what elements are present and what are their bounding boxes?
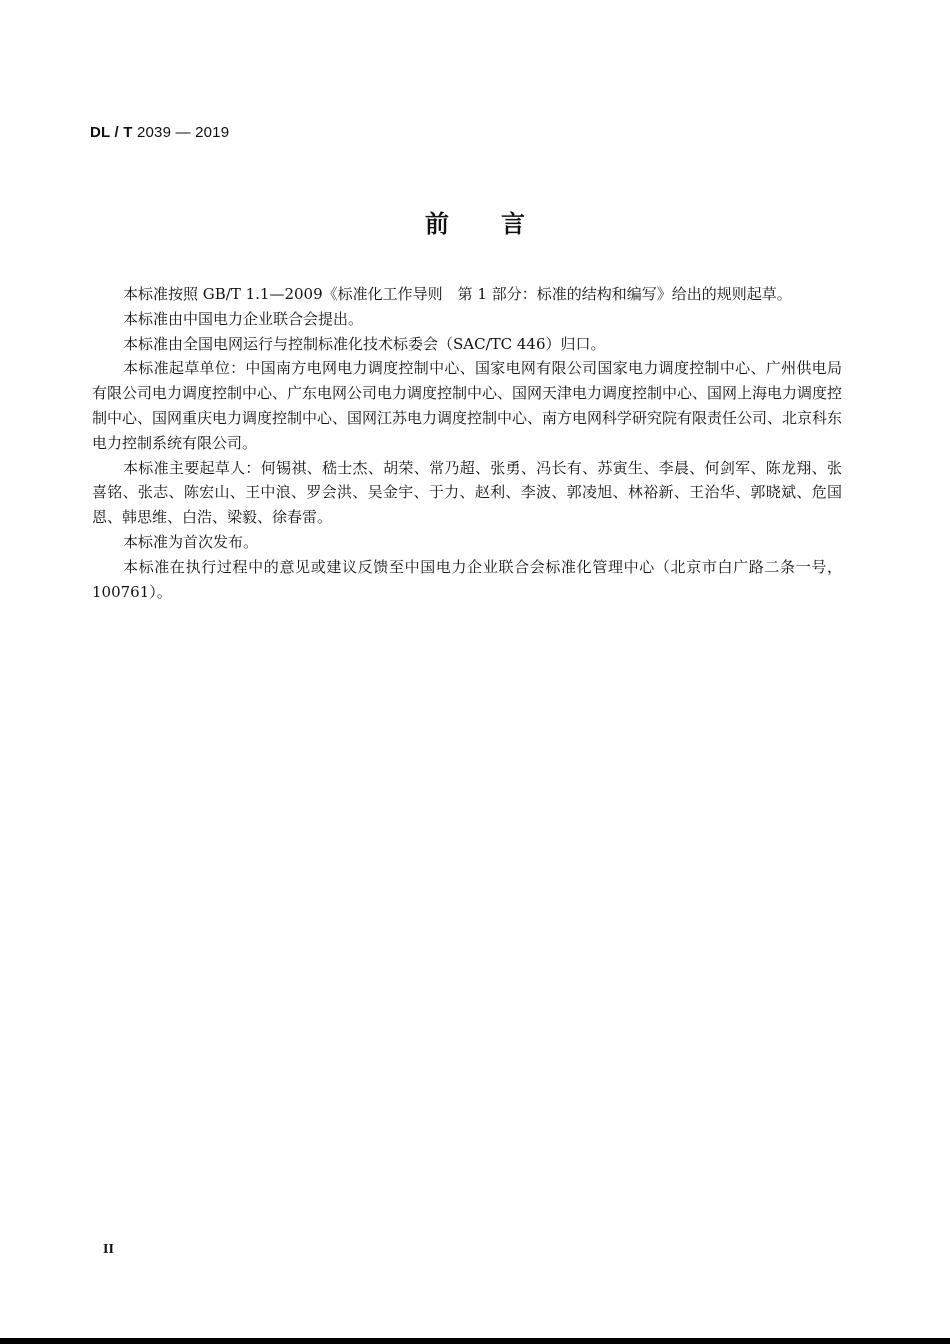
foreword-body — [92, 282, 842, 604]
paragraph-feedback: 本标准在执行过程中的意见或建议反馈至中国电力企业联合会标准化管理中心（北京市白广路二条一号，100761）。 — [92, 557, 842, 601]
paragraph-first-release: 本标准为首次发布。 — [123, 532, 259, 551]
paragraph-drafting-rules: 本标准按照 GB/T 1.1—2009《标准化工作导则 第 1 部分：标准的结构和编写》给出的规则起草。 — [123, 285, 792, 303]
document-code-number: 2039 — 2019 — [136, 124, 230, 141]
document-code-prefix: DL / T — [90, 124, 133, 141]
bottom-rule — [0, 1338, 950, 1344]
paragraph-technical-committee: 本标准由全国电网运行与控制标准化技术标委会（SAC/TC 446）归口。 — [123, 334, 606, 353]
paragraph-main-drafters: 本标准主要起草人：何锡祺、嵇士杰、胡荣、常乃超、张勇、冯长有、苏寅生、李晨、何剑军、陈龙翔、张喜铭、张志、陈宏山、王中浪、罗会洪、吴金宇、于力、赵利、李波、郭凌旭、林裕新、王治华、郭晓斌、危国恩、韩思维、白浩、梁毅、徐春雷。 — [92, 458, 842, 527]
document-code — [90, 124, 229, 141]
paragraph-drafting-units: 本标准起草单位：中国南方电网电力调度控制中心、国家电网有限公司国家电力调度控制中心、广州供电局有限公司电力调度控制中心、广东电网公司电力调度控制中心、国网天津电力调度控制中心、国网上海电力调度控制中心、国网重庆电力调度控制中心、国网江苏电力调度控制中心、南方电网科学研究院有限责任公司、北京科东电力控制系统有限公司。 — [92, 359, 843, 452]
paragraph-proposer: 本标准由中国电力企业联合会提出。 — [123, 309, 364, 328]
page-number: II — [103, 1242, 114, 1257]
section-heading: 前言 — [425, 210, 577, 238]
